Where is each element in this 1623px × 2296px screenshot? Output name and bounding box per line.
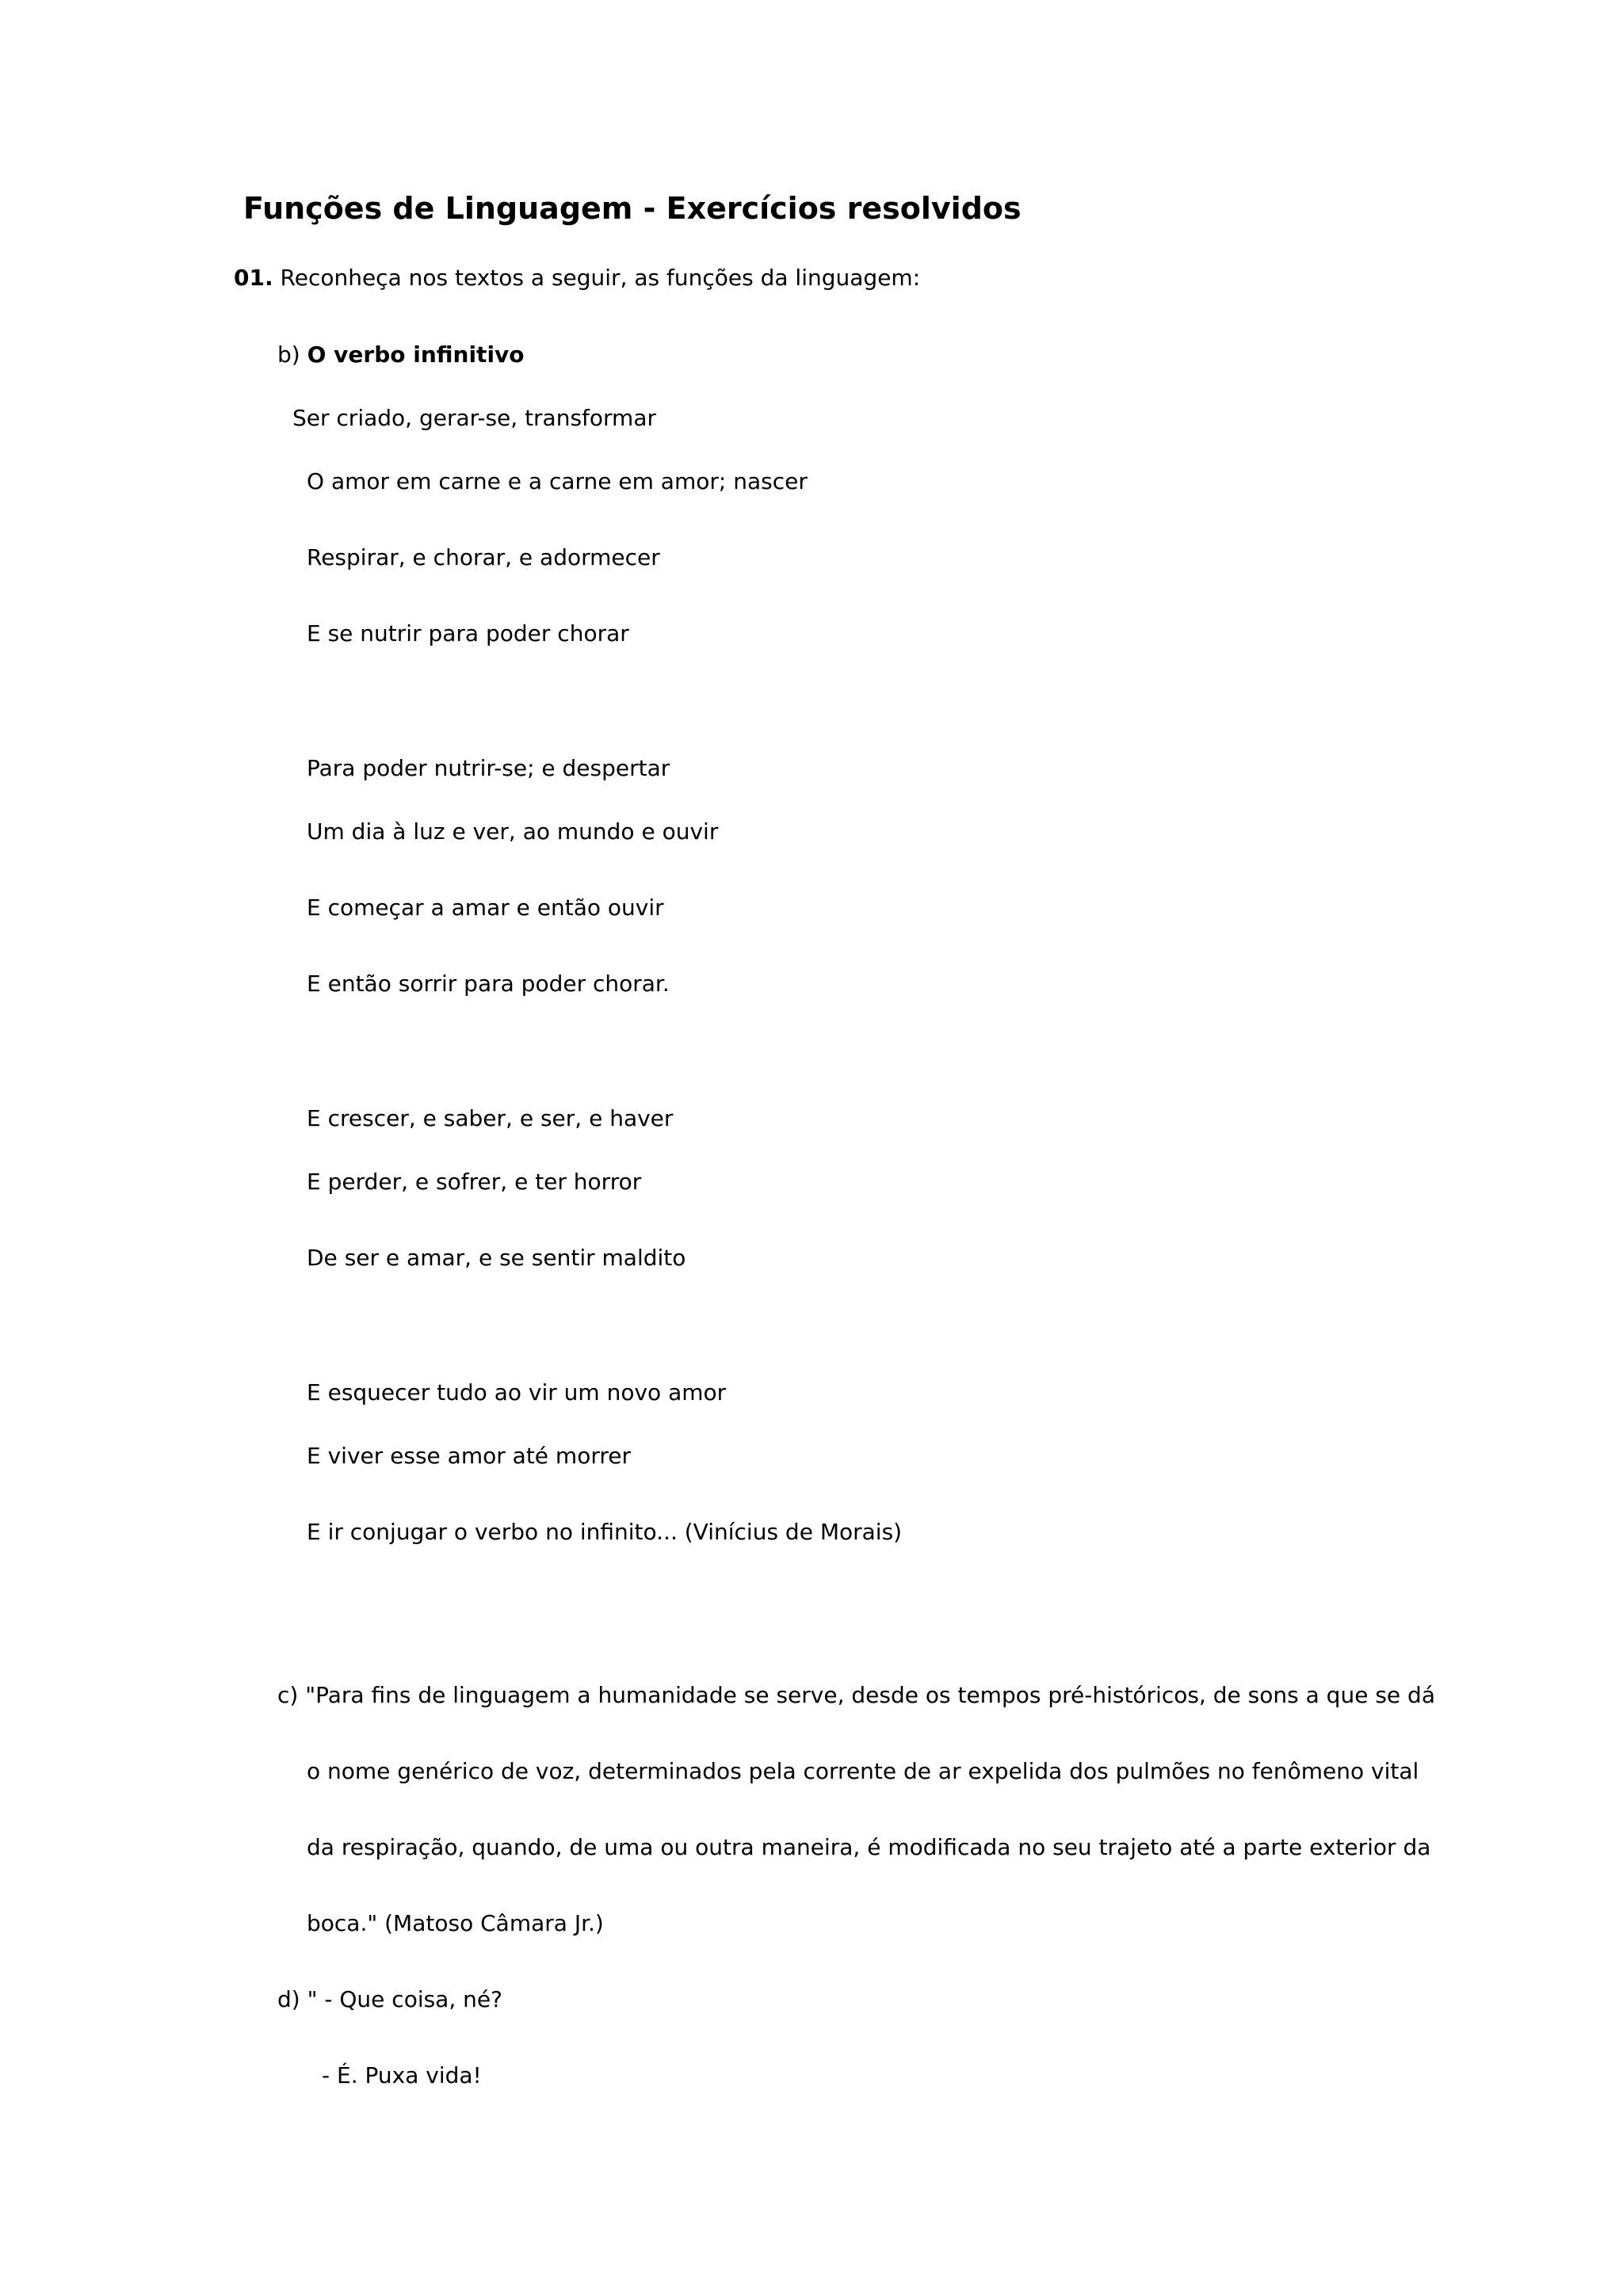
poem-line: E então sorrir para poder chorar. — [307, 971, 670, 997]
item-c-line: boca." (Matoso Câmara Jr.) — [307, 1910, 604, 1936]
poem-line: Para poder nutrir-se; e despertar — [307, 755, 670, 781]
poem-line: O amor em carne e a carne em amor; nascer — [307, 468, 808, 494]
poem-line: E ir conjugar o verbo no infinito... (Vinícius de Morais) — [307, 1519, 903, 1545]
item-d-line: - É. Puxa vida! — [322, 2062, 482, 2088]
question-prompt: Reconheça nos textos a seguir, as funções da linguagem: — [280, 265, 921, 291]
item-d-line: d) " - Que coisa, né? — [277, 1986, 502, 2012]
poem-line: E começar a amar e então ouvir — [307, 894, 664, 921]
poem-line: E se nutrir para poder chorar — [307, 620, 629, 646]
item-b-heading-line — [277, 341, 525, 368]
question-number: 01. — [234, 265, 273, 291]
question-line — [234, 265, 920, 292]
poem-line: E perder, e sofrer, e ter horror — [307, 1169, 642, 1195]
poem-line: Ser criado, gerar-se, transformar — [292, 405, 657, 431]
poem-line: E crescer, e saber, e ser, e haver — [307, 1105, 674, 1131]
page-title: Funções de Linguagem - Exercícios resolvidos — [243, 191, 1022, 226]
poem-line: E viver esse amor até morrer — [307, 1443, 631, 1469]
item-c-line: da respiração, quando, de uma ou outra maneira, é modificada no seu trajeto até a parte exterior da — [307, 1834, 1431, 1860]
item-c-line: o nome genérico de voz, determinados pela corrente de ar expelida dos pulmões no fenômeno vital — [307, 1758, 1419, 1784]
poem-line: De ser e amar, e se sentir maldito — [307, 1245, 686, 1271]
item-b-heading: O verbo infinitivo — [307, 341, 525, 368]
item-c-line: c) "Para fins de linguagem a humanidade se serve, desde os tempos pré-históricos, de sons a que se dá — [277, 1682, 1435, 1708]
poem-line: Respirar, e chorar, e adormecer — [307, 544, 660, 570]
poem-line: Um dia à luz e ver, ao mundo e ouvir — [307, 818, 719, 845]
poem-line: E esquecer tudo ao vir um novo amor — [307, 1379, 727, 1405]
item-b-letter: b) — [277, 341, 300, 368]
